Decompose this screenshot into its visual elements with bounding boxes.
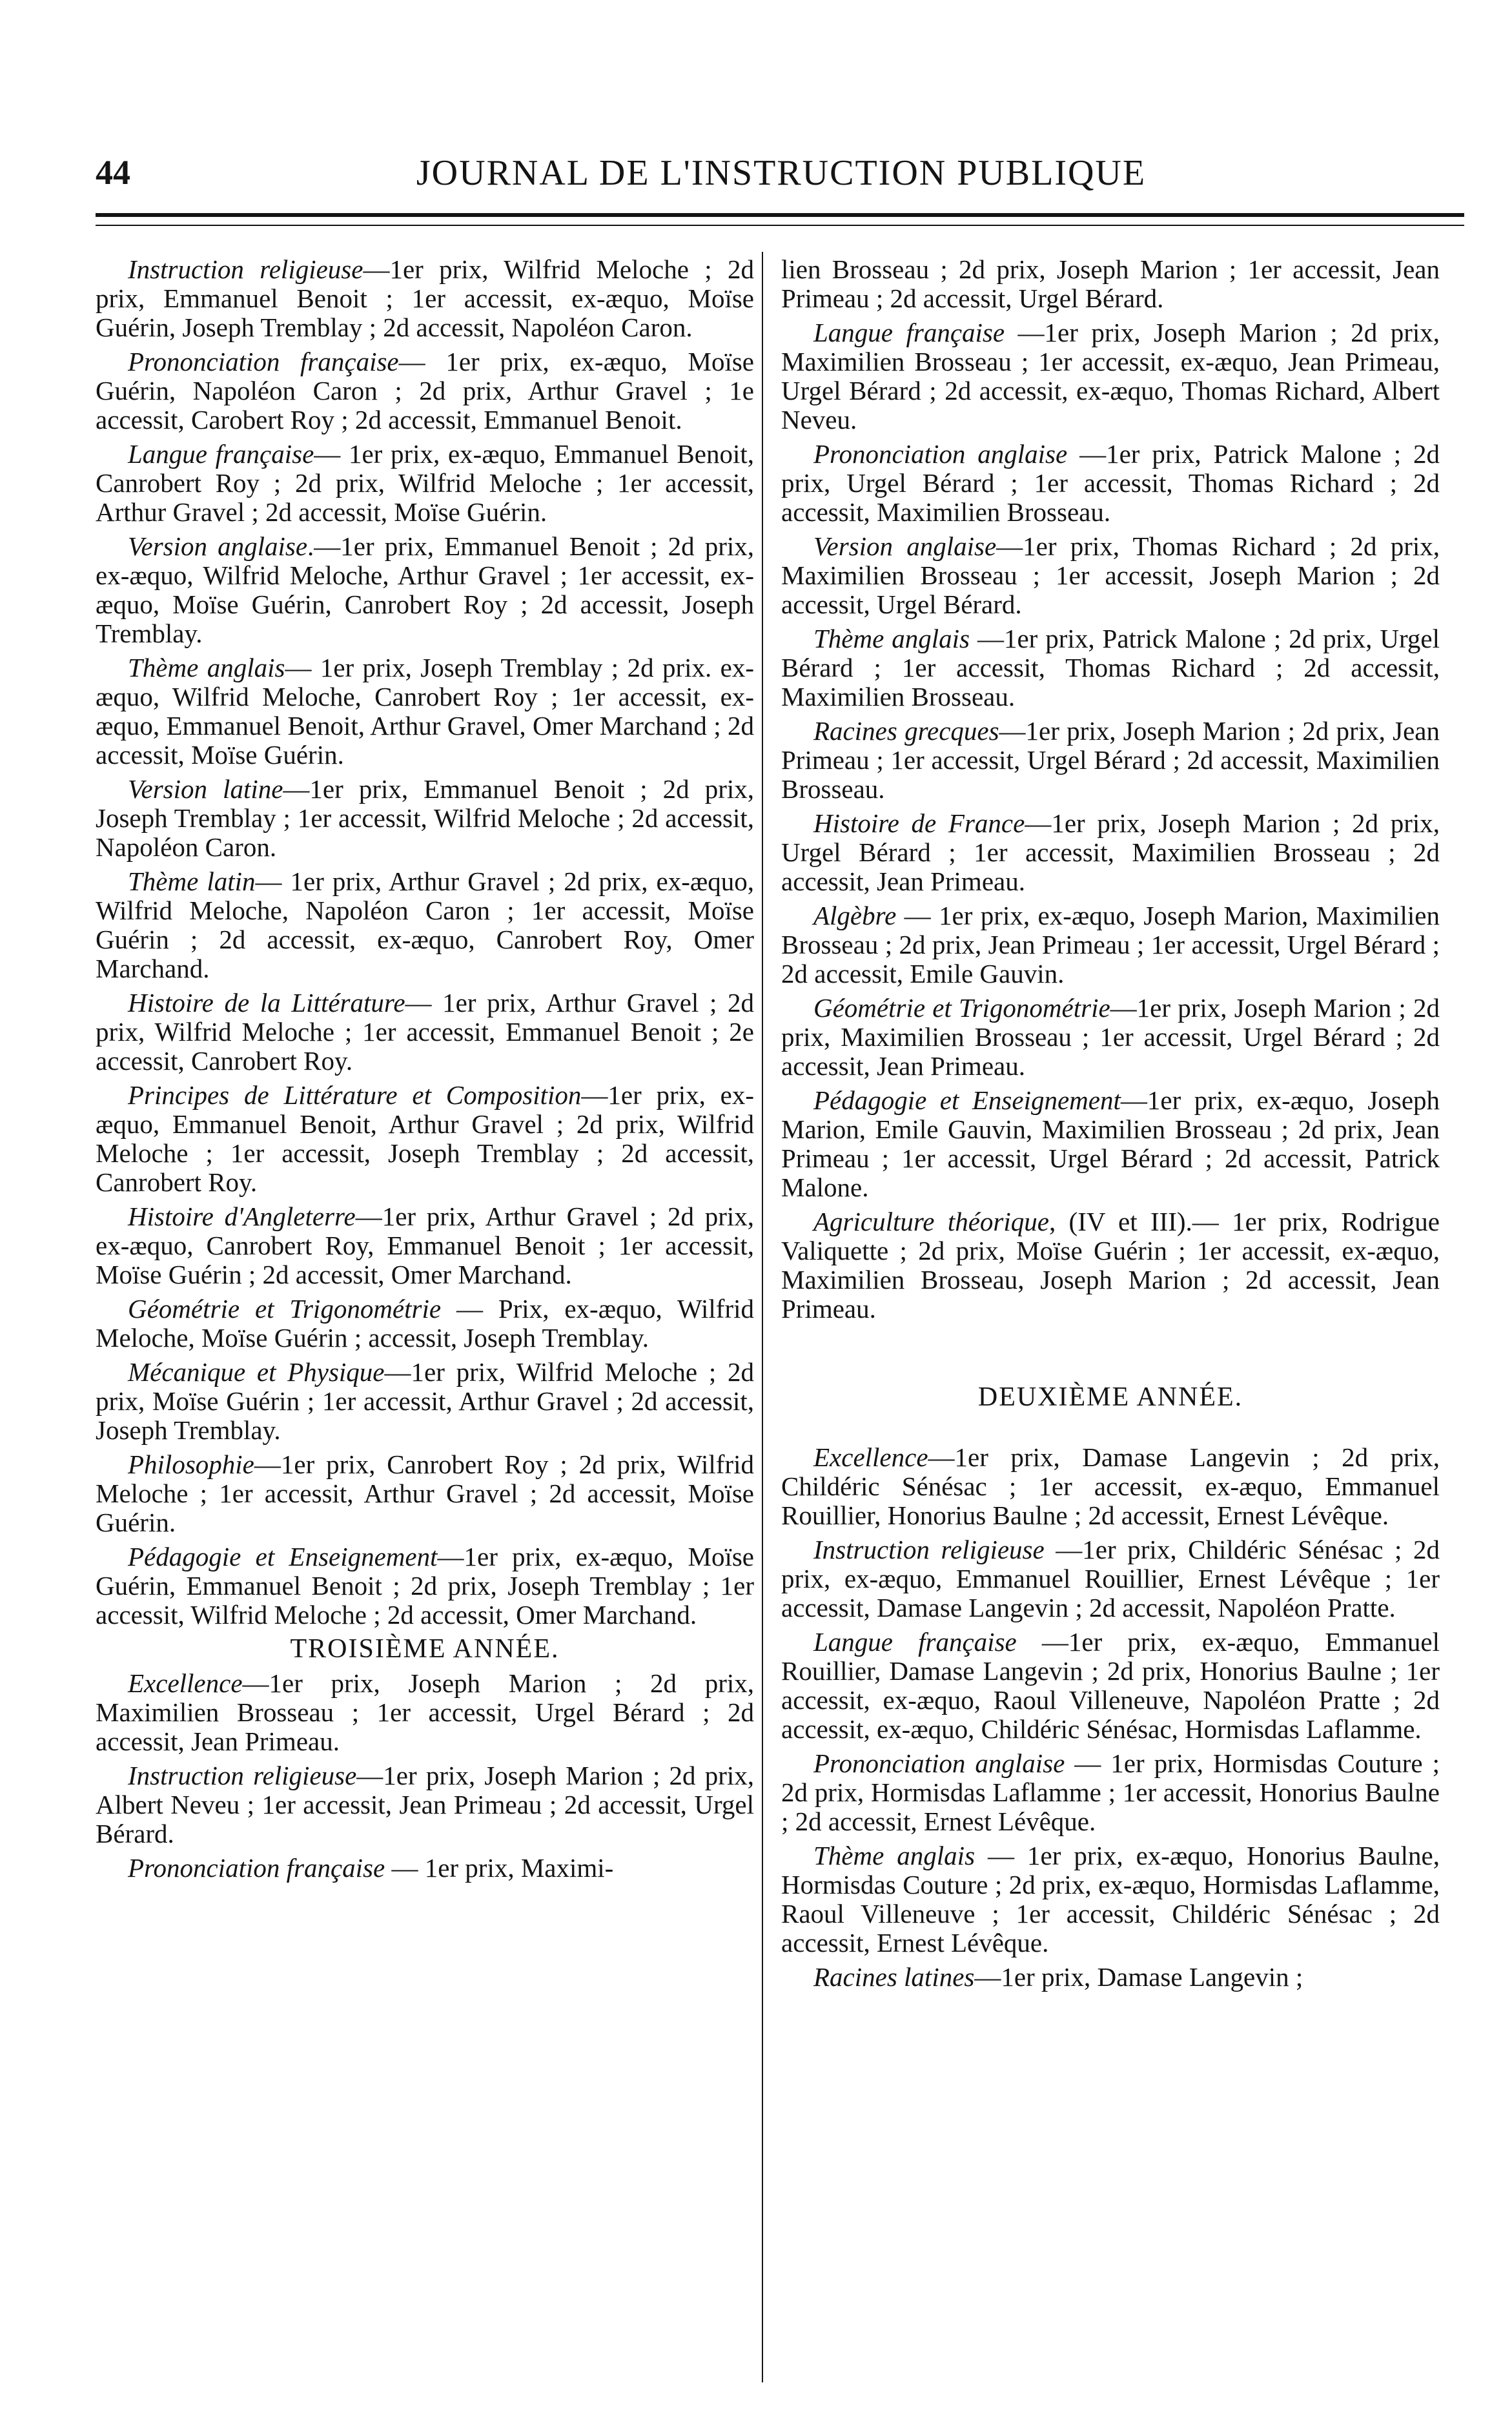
section-heading-troisieme: TROISIÈME ANNÉE. (290, 1634, 560, 1664)
header-rule-thin (96, 225, 1464, 226)
prize-text: — 1er prix, Joseph Tremblay ; 2d prix. ex-æquo, Wilfrid Meloche, Canrobert Roy ; 1er accessit, ex-æquo, Emmanuel Benoit, Arthur Gravel, Omer Marchand ; 2d accessit, Moïse Guérin. (96, 653, 754, 770)
subject-name: Prononciation française (128, 1853, 385, 1883)
subject-name: Agriculture théorique (813, 1207, 1049, 1236)
prize-text: — 1er prix, Hormisdas Couture ; 2d prix, Hormisdas Laflamme ; 1er accessit, Honorius Baulne ; 2d accessit, Ernest Lévêque. (781, 1748, 1440, 1836)
subject-name: Thème anglais (128, 653, 285, 682)
prize-text: —1er prix, Joseph Marion ; 2d prix, Jean Primeau ; 1er accessit, Urgel Bérard ; 2d accessit, Maximilien Brosseau. (781, 716, 1440, 804)
prize-paragraph (96, 1542, 754, 1630)
subject-name: Instruction religieuse (128, 1761, 357, 1790)
subject-name: Pédagogie et Enseignement (128, 1542, 438, 1571)
subject-name: Excellence (813, 1442, 928, 1472)
prize-text: —1er prix, Emmanuel Benoit ; 2d prix, Joseph Tremblay ; 1er accessit, Wilfrid Meloche ; 2d accessit, Napoléon Caron. (96, 774, 754, 862)
prize-paragraph (96, 1761, 754, 1848)
subject-name: Histoire d'Angleterre (128, 1202, 356, 1231)
deuxieme-paragraph-list (781, 1443, 1440, 1992)
prize-paragraph (96, 653, 754, 770)
prize-text: —1er prix, Joseph Marion ; 2d prix, Maximilien Brosseau ; 1er accessit, ex-æquo, Jean Primeau, Urgel Bérard ; 2d accessit, ex-æquo, Thomas Richard, Albert Neveu. (781, 318, 1440, 435)
prize-paragraph (781, 717, 1440, 804)
prize-text: —1er prix, Patrick Malone ; 2d prix, Urgel Bérard ; 1er accessit, Thomas Richard ; 2d accessit, Maximilien Brosseau. (781, 624, 1440, 711)
prize-paragraph (781, 1628, 1440, 1744)
subject-name: Thème anglais (813, 624, 970, 653)
subject-name: Géométrie et Trigonométrie (813, 993, 1110, 1023)
prize-text: —1er prix, Wilfrid Meloche ; 2d prix, Emmanuel Benoit ; 1er accessit, ex-æquo, Moïse Guérin, Joseph Tremblay ; 2d accessit, Napoléon Caron. (96, 255, 754, 342)
subject-name: Algèbre (813, 901, 897, 930)
page-number: 44 (96, 153, 130, 192)
subject-name: Langue française (813, 1627, 1017, 1657)
prize-text: —1er prix, Damase Langevin ; 2d prix, Childéric Sénésac ; 1er accessit, ex-æquo, Emmanuel Rouillier, Honorius Baulne ; 2d accessit, Ernest Lévêque. (781, 1442, 1440, 1530)
prize-paragraph (96, 1294, 754, 1353)
subject-name: Principes de Littérature et Composition (128, 1080, 582, 1110)
subject-name: Instruction religieuse (813, 1535, 1045, 1564)
left-column (96, 255, 754, 2379)
prize-paragraph (781, 994, 1440, 1081)
prize-text: —1er prix, Thomas Richard ; 2d prix, Maximilien Brosseau ; 1er accessit, Joseph Marion ; 2d accessit, Urgel Bérard. (781, 531, 1440, 619)
prize-text: — 1er prix, ex-æquo, Honorius Baulne, Hormisdas Couture ; 2d prix, ex-æquo, Hormisdas Laflamme, Raoul Villeneuve ; 1er accessit, Childéric Sénésac ; 2d accessit, Ernest Lévêque. (781, 1841, 1440, 1958)
subject-name: Prononciation anglaise (813, 1748, 1065, 1778)
prize-text: —1er prix, ex-æquo, Emmanuel Benoit, Arthur Gravel ; 2d prix, Wilfrid Meloche ; 1er accessit, Joseph Tremblay ; 2d accessit, Canrobert Roy. (96, 1080, 754, 1197)
prize-text: — 1er prix, ex-æquo, Emmanuel Benoit, Canrobert Roy ; 2d prix, Wilfrid Meloche ; 1er accessit, Arthur Gravel ; 2d accessit, Moïse Guérin. (96, 439, 754, 527)
prize-paragraph (781, 440, 1440, 527)
subject-name: Pédagogie et Enseignement (813, 1085, 1121, 1115)
column-divider (762, 252, 763, 2382)
subject-name: Version anglaise (128, 531, 308, 561)
prize-paragraph (96, 347, 754, 435)
prize-text: — 1er prix, ex-æquo, Moïse Guérin, Napoléon Caron ; 2d prix, Arthur Gravel ; 1e accessit, Carobert Roy ; 2d accessit, Emmanuel Benoit. (96, 347, 754, 435)
prize-text: — 1er prix, Maximi- (385, 1853, 614, 1883)
prize-paragraph (781, 1207, 1440, 1324)
header-rule (96, 213, 1464, 217)
subject-name: Prononciation française (128, 347, 399, 376)
prize-paragraph (781, 1443, 1440, 1530)
prize-text: , (IV et III).— 1er prix, Rodrigue Valiquette ; 2d prix, Moïse Guérin ; 1er accessit, ex-æquo, Maximilien Brosseau, Joseph Marion ; 2d accessit, Jean Primeau. (781, 1207, 1440, 1324)
subject-name: Version anglaise (813, 531, 997, 561)
prize-text: —1er prix, Canrobert Roy ; 2d prix, Wilfrid Meloche ; 1er accessit, Arthur Gravel ; 2d accessit, Moïse Guérin. (96, 1449, 754, 1537)
prize-paragraph (96, 988, 754, 1076)
continuation-paragraph: lien Brosseau ; 2d prix, Joseph Marion ; 1er accessit, Jean Primeau ; 2d accessit, Urgel Bérard. (781, 255, 1440, 313)
prize-paragraph (96, 255, 754, 342)
prize-paragraph (781, 901, 1440, 988)
prize-paragraph (96, 1081, 754, 1197)
left-paragraph-list (96, 255, 754, 1630)
subject-name: Instruction religieuse (128, 255, 363, 284)
prize-text: —1er prix, ex-æquo, Moïse Guérin, Emmanuel Benoit ; 2d prix, Joseph Tremblay ; 1er accessit, Wilfrid Meloche ; 2d accessit, Omer Marchand. (96, 1542, 754, 1630)
prize-text: —1er prix, ex-æquo, Emmanuel Rouillier, Damase Langevin ; 2d prix, Honorius Baulne ; 1er accessit, ex-æquo, Raoul Villeneuve, Napoléon Pratte ; 2d accessit, ex-æquo, Childéric Sénésac, Hormisdas Laflamme. (781, 1627, 1440, 1744)
prize-paragraph (781, 809, 1440, 896)
subject-name: Histoire de France (813, 808, 1025, 838)
subject-name: Géométrie et Trigonométrie (128, 1294, 442, 1324)
troisieme-paragraph-list (96, 1669, 754, 1883)
prize-text: — 1er prix, Arthur Gravel ; 2d prix, Wilfrid Meloche ; 1er accessit, Emmanuel Benoit ; 2e accessit, Canrobert Roy. (96, 988, 754, 1076)
prize-text: —1er prix, Joseph Marion ; 2d prix, Maximilien Brosseau ; 1er accessit, Urgel Bérard ; 2d accessit, Jean Primeau. (96, 1668, 754, 1756)
prize-paragraph (96, 440, 754, 527)
subject-name: Version latine (128, 774, 283, 804)
prize-paragraph (781, 1963, 1440, 1992)
prize-paragraph (96, 775, 754, 862)
section-heading-deuxieme: DEUXIÈME ANNÉE. (977, 1382, 1243, 1412)
prize-text: —1er prix, Joseph Marion ; 2d prix, Albert Neveu ; 1er accessit, Jean Primeau ; 2d accessit, Urgel Bérard. (96, 1761, 754, 1848)
subject-name: Langue française (813, 318, 1005, 347)
journal-title: JOURNAL DE L'INSTRUCTION PUBLIQUE (416, 153, 1147, 193)
subject-name: Racines grecques (813, 716, 999, 746)
subject-name: Thème latin (128, 866, 256, 896)
prize-text: —1er prix, Damase Langevin ; (974, 1962, 1303, 1992)
subject-name: Mécanique et Physique (128, 1357, 385, 1387)
prize-paragraph (96, 1358, 754, 1445)
subject-name: Thème anglais (813, 1841, 976, 1870)
prize-paragraph (96, 1202, 754, 1289)
prize-paragraph (781, 1535, 1440, 1622)
prize-text: — Prix, ex-æquo, Wilfrid Meloche, Moïse Guérin ; accessit, Joseph Tremblay. (96, 1294, 754, 1353)
prize-text: —1er prix, ex-æquo, Joseph Marion, Emile Gauvin, Maximilien Brosseau ; 2d prix, Jean Primeau ; 1er accessit, Urgel Bérard ; 2d accessit, Patrick Malone. (781, 1085, 1440, 1202)
prize-paragraph (96, 1669, 754, 1756)
prize-paragraph (781, 1841, 1440, 1958)
right-paragraph-list (781, 318, 1440, 1324)
prize-text: .—1er prix, Emmanuel Benoit ; 2d prix, ex-æquo, Wilfrid Meloche, Arthur Gravel ; 1er accessit, ex-æquo, Moïse Guérin, Canrobert Roy ; 2d accessit, Joseph Tremblay. (96, 531, 754, 648)
prize-text: —1er prix, Wilfrid Meloche ; 2d prix, Moïse Guérin ; 1er accessit, Arthur Gravel ; 2d accessit, Joseph Tremblay. (96, 1357, 754, 1445)
subject-name: Prononciation anglaise (813, 439, 1068, 469)
prize-paragraph (96, 532, 754, 648)
prize-text: —1er prix, Joseph Marion ; 2d prix, Maximilien Brosseau ; 1er accessit, Urgel Bérard ; 2d accessit, Jean Primeau. (781, 993, 1440, 1081)
prize-paragraph (781, 1749, 1440, 1836)
page-header (0, 0, 1512, 232)
prize-paragraph (96, 1450, 754, 1537)
prize-paragraph (781, 624, 1440, 711)
prize-paragraph (781, 318, 1440, 435)
prize-text: —1er prix, Patrick Malone ; 2d prix, Urgel Bérard ; 1er accessit, Thomas Richard ; 2d accessit, Maximilien Brosseau. (781, 439, 1440, 527)
subject-name: Racines latines (813, 1962, 975, 1992)
subject-name: Histoire de la Littérature (128, 988, 405, 1018)
prize-text: — 1er prix, ex-æquo, Joseph Marion, Maximilien Brosseau ; 2d prix, Jean Primeau ; 1er accessit, Urgel Bérard ; 2d accessit, Emile Gauvin. (781, 901, 1440, 988)
prize-text: —1er prix, Joseph Marion ; 2d prix, Urgel Bérard ; 1er accessit, Maximilien Brosseau ; 2d accessit, Jean Primeau. (781, 808, 1440, 896)
subject-name: Philosophie (128, 1449, 254, 1479)
prize-paragraph (781, 532, 1440, 619)
prize-text: —1er prix, Arthur Gravel ; 2d prix, ex-æquo, Canrobert Roy, Emmanuel Benoit ; 1er accessit, Moïse Guérin ; 2d accessit, Omer Marchand. (96, 1202, 754, 1289)
prize-text: — 1er prix, Arthur Gravel ; 2d prix, ex-æquo, Wilfrid Meloche, Napoléon Caron ; 1er accessit, Moïse Guérin ; 2d accessit, ex-æquo, Canrobert Roy, Omer Marchand. (96, 866, 754, 983)
prize-paragraph (96, 867, 754, 983)
prize-text: —1er prix, Childéric Sénésac ; 2d prix, ex-æquo, Emmanuel Rouillier, Ernest Lévêque ; 1er accessit, Damase Langevin ; 2d accessit, Napoléon Pratte. (781, 1535, 1440, 1622)
subject-name: Langue française (128, 439, 314, 469)
subject-name: Excellence (128, 1668, 243, 1698)
prize-paragraph (96, 1854, 754, 1883)
prize-paragraph (781, 1086, 1440, 1202)
right-column (781, 255, 1440, 2386)
